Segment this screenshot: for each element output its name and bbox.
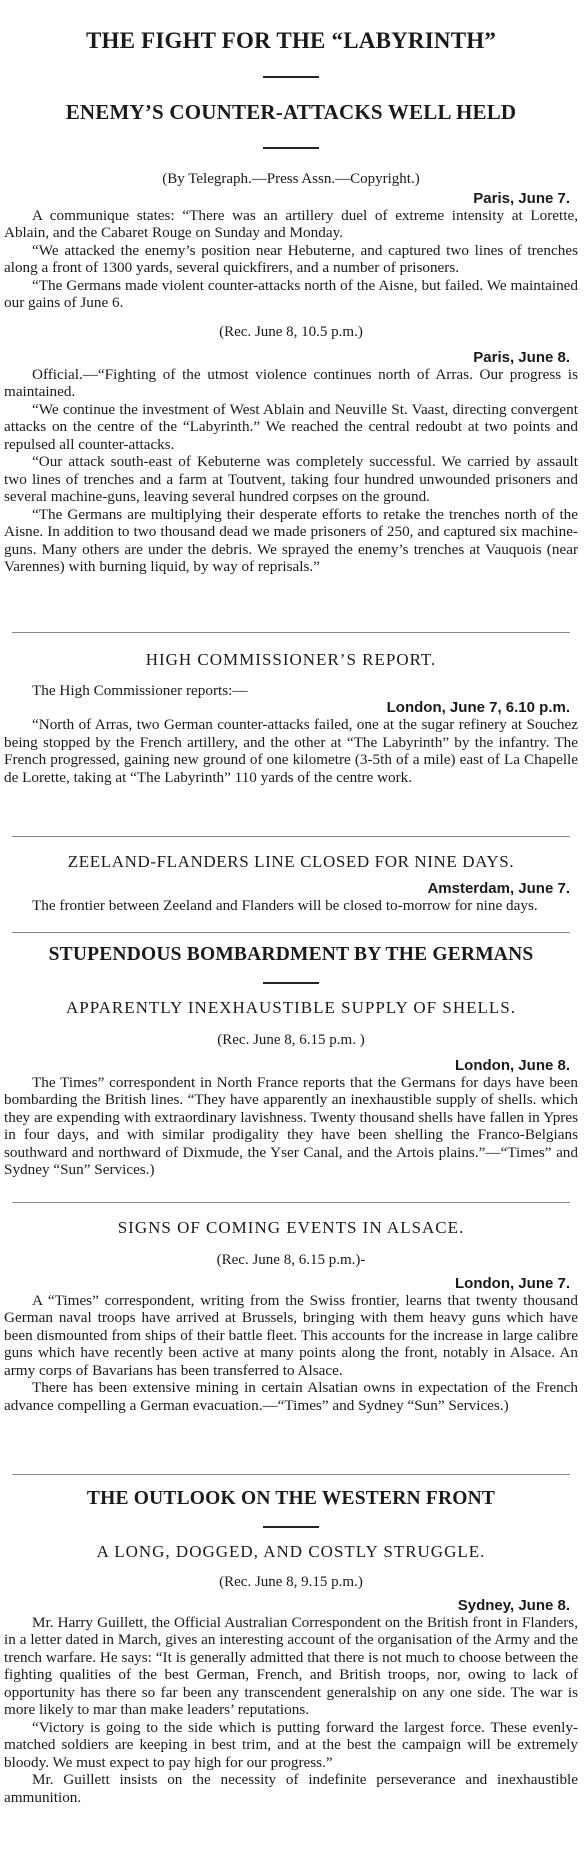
dateline: London, June 7, 6.10 p.m.	[386, 699, 570, 717]
paragraph: The frontier between Zeeland and Flanders will be closed to-morrow for nine days.	[32, 897, 538, 914]
headline: STUPENDOUS BOMBARDMENT BY THE GERMANS	[48, 944, 534, 965]
dateline: Paris, June 7.	[473, 190, 570, 207]
dateline: Amsterdam, June 7.	[427, 880, 570, 897]
article-alsace	[4, 1218, 578, 1414]
dateline: London, June 8.	[455, 1057, 570, 1074]
credit-line: (By Telegraph.—Press Assn.—Copyright.)	[162, 171, 420, 187]
subheadline: ENEMY’S COUNTER-ATTACKS WELL HELD	[65, 100, 517, 124]
received-line: (Rec. June 8, 10.5 p.m.)	[219, 323, 363, 340]
paragraph: “We attacked the enemy’s position near Hebuterne, and captured two lines of trenches along a front of 1300 yards, several quickfirers, and a number of prisoners.	[4, 241, 578, 277]
headline: SIGNS OF COMING EVENTS IN ALSACE.	[117, 1218, 465, 1237]
headline: THE FIGHT FOR THE “LABYRINTH”	[85, 28, 497, 53]
paragraph: A communique states: “There was an artillery duel of extreme intensity at Lorette, Ablain, and the Cabaret Rouge on Sunday and Monday.	[4, 207, 578, 242]
paragraph: “The Germans made violent counter-attacks north of the Aisne, but failed. We maintained our gains of June 6.	[4, 276, 578, 312]
paragraph: “North of Arras, two German counter-attacks failed, one at the sugar refinery at Souchez being stopped by the French artillery, and the other at “The Labyrinth” by the infantry. The French progressed, gaining new ground of one kilometre (3-5th of a mile) east of La Chapelle de Lorette, taking at “The Labyrinth” 110 yards of the centre work.	[4, 716, 578, 786]
paragraph: A “Times” correspondent, writing from the Swiss frontier, learns that twenty thousand German naval troops have arrived at Brussels, bringing with them heavy guns which have been dismounted from ships of their battle fleet. This accounts for the increase in large calibre guns which have recently been active at many points along the front, notably in Alsace. An army corps of Bavarians has been transferred to Alsace.	[4, 1292, 578, 1379]
article-bombardment	[4, 944, 578, 1179]
dateline: Paris, June 8.	[473, 348, 570, 366]
paragraph: “The Germans are multiplying their desperate efforts to retake the trenches north of the Aisne. In addition to two thousand dead we made prisoners of 250, and captured six machine-guns. Many others are under the debris. We sprayed the enemy’s trenches at Vauquois (near Varennes) with burning liquid, by way of reprisals.”	[4, 505, 578, 575]
headline-rule	[263, 1526, 319, 1528]
paragraph: “Victory is going to the side which is putting forward the largest force. These evenly-matched soldiers are keeping in best trim, and at the best the campaign will be extremely bloody. We must expect to pay high for our progress.”	[4, 1718, 578, 1771]
paragraph: “We continue the investment of West Ablain and Neuville St. Vaast, directing convergent attacks on the centre of the “Labyrinth.” We reached the central redoubt at two points and repulsed all counter-attacks.	[4, 400, 578, 453]
received-line: (Rec. June 8, 9.15 p.m.)	[219, 1574, 363, 1590]
article-zeeland	[4, 852, 578, 914]
section-divider	[12, 632, 570, 633]
subheadline-rule	[263, 147, 319, 149]
article-labyrinth	[4, 28, 578, 575]
paragraph: “Our attack south-east of Kebuterne was completely successful. We carried by assault two lines of trenches and a farm at Toutvent, taking four hundred unwounded prisoners and several machine-guns, leaving several hundred corpses on the ground.	[4, 453, 578, 506]
section-divider	[12, 1474, 570, 1475]
headline: THE OUTLOOK ON THE WESTERN FRONT	[86, 1488, 496, 1509]
article-western-front	[4, 1488, 578, 1806]
dateline: Sydney, June 8.	[457, 1597, 570, 1614]
article-high-commissioner	[4, 650, 578, 786]
received-line: (Rec. June 8, 6.15 p.m.)-	[216, 1252, 366, 1268]
paragraph: There has been extensive mining in certain Alsatian owns in expectation of the French advance compelling a German evacuation.—“Times” and Sydney “Sun” Services.)	[4, 1379, 578, 1414]
section-divider	[12, 1202, 570, 1203]
headline-rule	[263, 982, 319, 984]
section-divider	[12, 932, 570, 933]
headline-rule	[263, 76, 319, 78]
headline: ZEELAND-FLANDERS LINE CLOSED FOR NINE DAYS.	[67, 852, 515, 871]
lead-line: The High Commissioner reports:—	[32, 682, 248, 699]
paragraph: The Times” correspondent in North France reports that the Germans for days have been bombarding the British lines. “They have apparently an inexhaustible supply of shells. which they are expending with extraordinary lavishness. Twenty thousand shells have fallen in Ypres in four days, and with similar prodigality they have been shelling the Franco-Belgians southward and northward of Dixmude, the Yser Canal, and the Artois plains.”—“Times” and Sydney “Sun” Services.)	[4, 1074, 578, 1179]
paragraph: Official.—“Fighting of the utmost violence continues north of Arras. Our progress is maintained.	[4, 365, 578, 401]
subheadline: A LONG, DOGGED, AND COSTLY STRUGGLE.	[96, 1542, 486, 1561]
paragraph: Mr. Guillett insists on the necessity of indefinite perseverance and inexhaustible ammunition.	[4, 1771, 578, 1806]
received-line: (Rec. June 8, 6.15 p.m. )	[217, 1032, 365, 1048]
section-divider	[12, 836, 570, 837]
paragraph: Mr. Harry Guillett, the Official Australian Correspondent on the British front in Flanders, in a letter dated in March, gives an interesting account of the organisation of the Army and the trench warfare. He says: “It is generally admitted that there is not much to choose between the fighting qualities of the best German, French, and British troops, nor, owing to lack of opportunity has there so far been any transcendent generalship on any one side. The war is more likely to mar than make leaders’ reputations.	[4, 1614, 578, 1719]
dateline: London, June 7.	[455, 1275, 570, 1292]
subheadline: APPARENTLY INEXHAUSTIBLE SUPPLY OF SHELLS.	[66, 998, 516, 1017]
headline: HIGH COMMISSIONER’S REPORT.	[145, 650, 437, 669]
